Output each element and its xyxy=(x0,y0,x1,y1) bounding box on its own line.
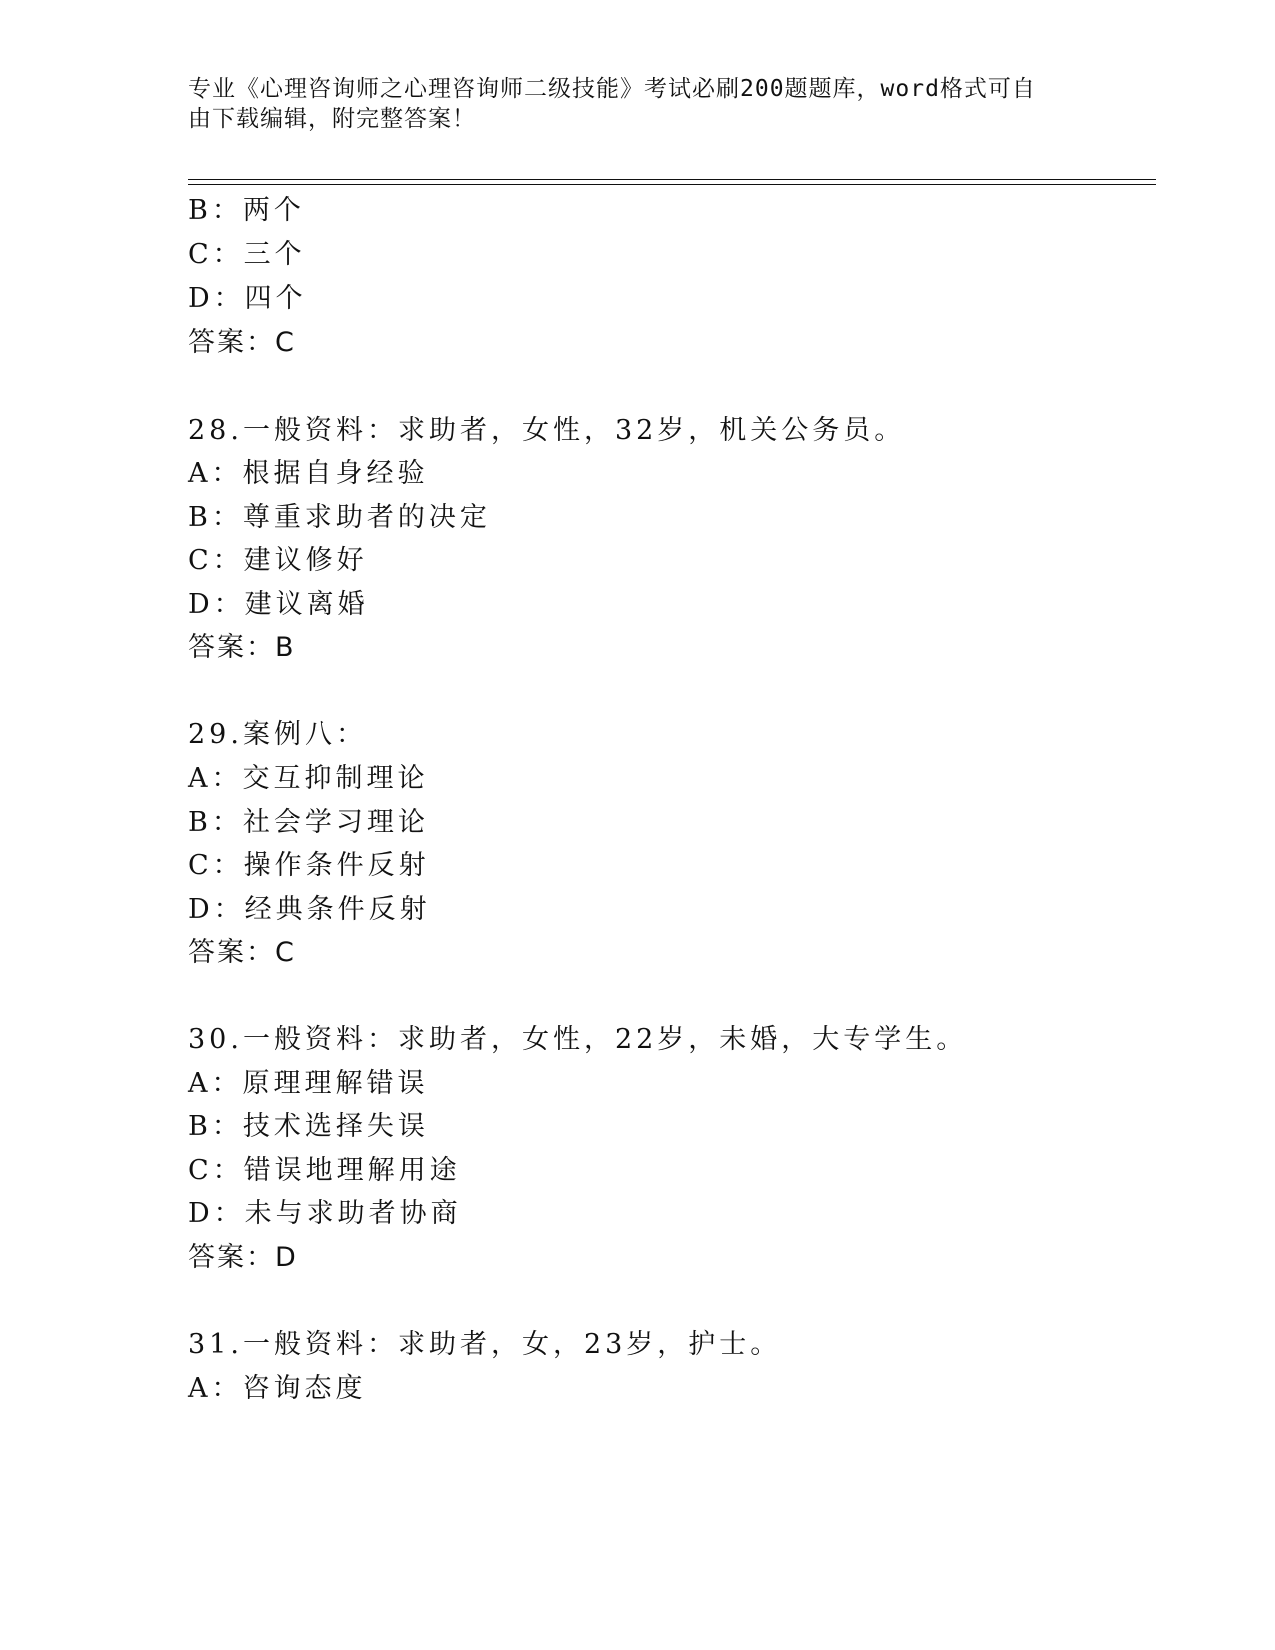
option-a: A：原理理解错误 xyxy=(188,1068,429,1099)
option-c: C：三个 xyxy=(188,239,306,270)
option-d: D：未与求助者协商 xyxy=(188,1198,462,1229)
option-d: D：四个 xyxy=(188,283,307,314)
option-b: B：尊重求助者的决定 xyxy=(188,502,491,533)
question-28: 28.一般资料：求助者，女性，32岁，机关公务员。 xyxy=(188,415,906,446)
option-b: B：技术选择失误 xyxy=(188,1111,429,1142)
answer-line: 答案：B xyxy=(188,632,296,663)
answer-line: 答案：C xyxy=(188,937,296,968)
option-b: B：社会学习理论 xyxy=(188,807,429,838)
header-rule-top xyxy=(188,179,1156,180)
option-c: C：建议修好 xyxy=(188,545,368,576)
answer-line: 答案：D xyxy=(188,1242,298,1273)
answer-line: 答案：C xyxy=(188,327,296,358)
header-rule-bottom xyxy=(188,184,1156,185)
option-a: A：咨询态度 xyxy=(188,1373,367,1404)
option-a: A：根据自身经验 xyxy=(188,458,429,489)
question-29: 29.案例八： xyxy=(188,719,367,750)
header-line-1: 专业《心理咨询师之心理咨询师二级技能》考试必刷200题题库，word格式可自 xyxy=(188,76,1036,102)
question-30: 30.一般资料：求助者，女性，22岁，未婚，大专学生。 xyxy=(188,1024,968,1055)
option-c: C：操作条件反射 xyxy=(188,850,430,881)
option-c: C：错误地理解用途 xyxy=(188,1155,461,1186)
question-31: 31.一般资料：求助者，女，23岁，护士。 xyxy=(188,1329,782,1360)
option-d: D：建议离婚 xyxy=(188,589,369,620)
option-d: D：经典条件反射 xyxy=(188,894,431,925)
document-header xyxy=(188,74,1068,134)
option-a: A：交互抑制理论 xyxy=(188,763,429,794)
option-b: B：两个 xyxy=(188,195,305,226)
header-line-2: 由下载编辑，附完整答案！ xyxy=(188,106,476,132)
